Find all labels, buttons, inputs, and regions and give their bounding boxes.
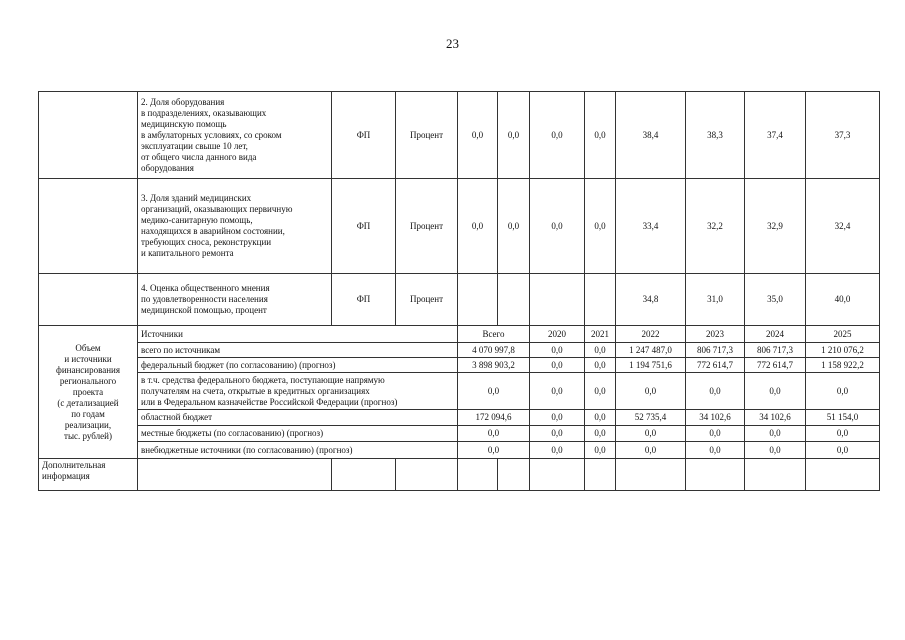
- indicator-year-value: 0,0: [585, 179, 616, 274]
- funding-source: областной бюджет: [138, 410, 458, 426]
- indicator-name: [138, 274, 332, 326]
- indicator-year-value: 34,8: [616, 274, 686, 326]
- indicator-year-value: [585, 274, 616, 326]
- funding-header-year: 2021: [585, 326, 616, 343]
- empty-cell: [806, 459, 880, 491]
- indicator-unit: Процент: [396, 179, 458, 274]
- funding-total: 0,0: [458, 442, 530, 459]
- funding-year-value: 34 102,6: [745, 410, 806, 426]
- indicator-name-line: медико-санитарную помощь,: [141, 215, 253, 225]
- indicator-unit: Процент: [396, 92, 458, 179]
- indicator-name-line: медицинской помощью, процент: [141, 305, 267, 315]
- indicator-name-line: в амбулаторных условиях, со сроком: [141, 129, 282, 140]
- funding-header-row: [39, 326, 880, 343]
- additional-info-label-line: Дополнительная: [42, 460, 106, 470]
- indicator-name-line: находящихся в аварийном состоянии,: [141, 226, 285, 236]
- funding-year-value: 0,0: [585, 358, 616, 373]
- funding-label: [39, 326, 138, 459]
- indicator-base-value: [458, 274, 498, 326]
- funding-year-value: 0,0: [686, 373, 745, 410]
- funding-year-value: 52 735,4: [616, 410, 686, 426]
- funding-source: внебюджетные источники (по согласованию) (прогноз): [138, 442, 458, 459]
- empty-cell: [585, 459, 616, 491]
- project-table: [38, 91, 880, 491]
- funding-year-value: 0,0: [686, 442, 745, 459]
- indicator-row: [39, 92, 880, 179]
- funding-header-year: 2024: [745, 326, 806, 343]
- indicator-type: ФП: [332, 92, 396, 179]
- funding-source-line: или в Федеральном казначействе Российской Федерации (прогноз): [141, 396, 398, 407]
- funding-year-value: 772 614,7: [686, 358, 745, 373]
- indicator-name-line: от общего числа данного вида: [141, 151, 257, 162]
- funding-year-value: 0,0: [686, 426, 745, 442]
- indicator-base-value: 0,0: [458, 179, 498, 274]
- indicator-year-value: 38,4: [616, 92, 686, 179]
- funding-year-value: 0,0: [585, 426, 616, 442]
- funding-label-line: по годам: [71, 408, 105, 419]
- additional-info-row: [39, 459, 880, 491]
- empty-cell: [530, 459, 585, 491]
- funding-header-year: 2025: [806, 326, 880, 343]
- funding-year-value: 1 194 751,6: [616, 358, 686, 373]
- indicator-type: ФП: [332, 179, 396, 274]
- indicator-type: ФП: [332, 274, 396, 326]
- funding-year-value: 0,0: [530, 442, 585, 459]
- funding-header-year: 2023: [686, 326, 745, 343]
- indicator-name-line: в подразделениях, оказывающих: [141, 107, 267, 118]
- additional-info-label-line: информация: [42, 471, 90, 481]
- funding-year-value: 806 717,3: [745, 343, 806, 358]
- funding-year-value: 0,0: [530, 358, 585, 373]
- funding-header-total: Всего: [458, 326, 530, 343]
- empty-cell: [39, 179, 138, 274]
- funding-year-value: 772 614,7: [745, 358, 806, 373]
- funding-source-line: получателям на счета, открытые в кредитных организациях: [141, 385, 370, 396]
- funding-row: [39, 410, 880, 426]
- page-number: 23: [446, 36, 459, 51]
- indicator-year-value: 37,3: [806, 92, 880, 179]
- funding-label-line: тыс. рублей): [64, 430, 112, 441]
- funding-source-line: в т.ч. средства федерального бюджета, поступающие напрямую: [141, 374, 385, 385]
- funding-year-value: 0,0: [616, 442, 686, 459]
- funding-row: [39, 373, 880, 410]
- indicator-name: [138, 92, 332, 179]
- indicator-base-value: 0,0: [498, 179, 530, 274]
- indicator-name-line: эксплуатации свыше 10 лет,: [141, 140, 248, 151]
- funding-label-line: Объем: [75, 342, 101, 353]
- funding-year-value: 0,0: [616, 373, 686, 410]
- indicator-unit: Процент: [396, 274, 458, 326]
- empty-cell: [745, 459, 806, 491]
- indicator-base-value: [498, 274, 530, 326]
- indicator-year-value: 0,0: [585, 92, 616, 179]
- funding-total: 0,0: [458, 426, 530, 442]
- indicator-year-value: 31,0: [686, 274, 745, 326]
- indicator-name-line: 2. Доля оборудования: [141, 96, 225, 107]
- funding-year-value: 0,0: [806, 426, 880, 442]
- funding-total: 4 070 997,8: [458, 343, 530, 358]
- funding-year-value: 806 717,3: [686, 343, 745, 358]
- funding-total: 3 898 903,2: [458, 358, 530, 373]
- funding-label-line: (с детализацией: [57, 397, 119, 408]
- funding-header-year: 2022: [616, 326, 686, 343]
- funding-year-value: 0,0: [530, 426, 585, 442]
- indicator-year-value: 0,0: [530, 92, 585, 179]
- funding-source: всего по источникам: [138, 343, 458, 358]
- funding-year-value: 0,0: [745, 426, 806, 442]
- funding-label-line: реализации,: [64, 419, 112, 430]
- funding-row: [39, 426, 880, 442]
- indicator-name-line: медицинскую помощь: [141, 118, 227, 129]
- indicator-name-line: оборудования: [141, 162, 194, 173]
- funding-year-value: 0,0: [806, 442, 880, 459]
- funding-year-value: 51 154,0: [806, 410, 880, 426]
- empty-cell: [396, 459, 458, 491]
- empty-cell: [39, 274, 138, 326]
- indicator-name-line: 4. Оценка общественного мнения: [141, 283, 270, 293]
- indicator-year-value: 33,4: [616, 179, 686, 274]
- indicator-name-line: организаций, оказывающих первичную: [141, 204, 293, 214]
- funding-year-value: 0,0: [530, 343, 585, 358]
- funding-year-value: 0,0: [745, 373, 806, 410]
- indicator-name-line: требующих сноса, реконструкции: [141, 237, 272, 247]
- empty-cell: [498, 459, 530, 491]
- funding-row: [39, 442, 880, 459]
- funding-year-value: 0,0: [585, 410, 616, 426]
- indicator-base-value: 0,0: [498, 92, 530, 179]
- empty-cell: [616, 459, 686, 491]
- funding-source: федеральный бюджет (по согласованию) (прогноз): [138, 358, 458, 373]
- additional-info-label: [39, 459, 138, 491]
- funding-row: [39, 358, 880, 373]
- funding-source: [138, 373, 458, 410]
- funding-year-value: 0,0: [585, 343, 616, 358]
- funding-year-value: 1 210 076,2: [806, 343, 880, 358]
- funding-header-year: 2020: [530, 326, 585, 343]
- funding-year-value: 0,0: [585, 373, 616, 410]
- funding-year-value: 0,0: [745, 442, 806, 459]
- funding-label-line: финансирования: [56, 364, 120, 375]
- indicator-year-value: 0,0: [530, 179, 585, 274]
- funding-year-value: 34 102,6: [686, 410, 745, 426]
- indicator-name-line: и капитального ремонта: [141, 248, 234, 258]
- funding-year-value: 0,0: [616, 426, 686, 442]
- funding-total: 172 094,6: [458, 410, 530, 426]
- indicator-year-value: 40,0: [806, 274, 880, 326]
- funding-label-line: и источники: [64, 353, 112, 364]
- indicator-base-value: 0,0: [458, 92, 498, 179]
- indicator-year-value: 37,4: [745, 92, 806, 179]
- empty-cell: [332, 459, 396, 491]
- indicator-year-value: 32,2: [686, 179, 745, 274]
- indicator-year-value: 32,9: [745, 179, 806, 274]
- funding-year-value: 0,0: [806, 373, 880, 410]
- indicator-year-value: [530, 274, 585, 326]
- funding-year-value: 0,0: [530, 373, 585, 410]
- funding-label-line: проекта: [72, 386, 104, 397]
- indicator-row: [39, 179, 880, 274]
- indicator-name-line: 3. Доля зданий медицинских: [141, 193, 252, 203]
- empty-cell: [39, 92, 138, 179]
- empty-cell: [138, 459, 332, 491]
- indicator-year-value: 38,3: [686, 92, 745, 179]
- empty-cell: [458, 459, 498, 491]
- funding-row: [39, 343, 880, 358]
- funding-year-value: 0,0: [585, 442, 616, 459]
- indicator-year-value: 32,4: [806, 179, 880, 274]
- empty-cell: [686, 459, 745, 491]
- funding-total: 0,0: [458, 373, 530, 410]
- indicator-name-line: по удовлетворенности населения: [141, 294, 268, 304]
- indicator-name: [138, 179, 332, 274]
- funding-year-value: 1 158 922,2: [806, 358, 880, 373]
- funding-source: местные бюджеты (по согласованию) (прогноз): [138, 426, 458, 442]
- indicator-row: [39, 274, 880, 326]
- indicator-year-value: 35,0: [745, 274, 806, 326]
- funding-header-source: Источники: [138, 326, 458, 343]
- funding-year-value: 0,0: [530, 410, 585, 426]
- funding-label-line: регионального: [59, 375, 117, 386]
- funding-year-value: 1 247 487,0: [616, 343, 686, 358]
